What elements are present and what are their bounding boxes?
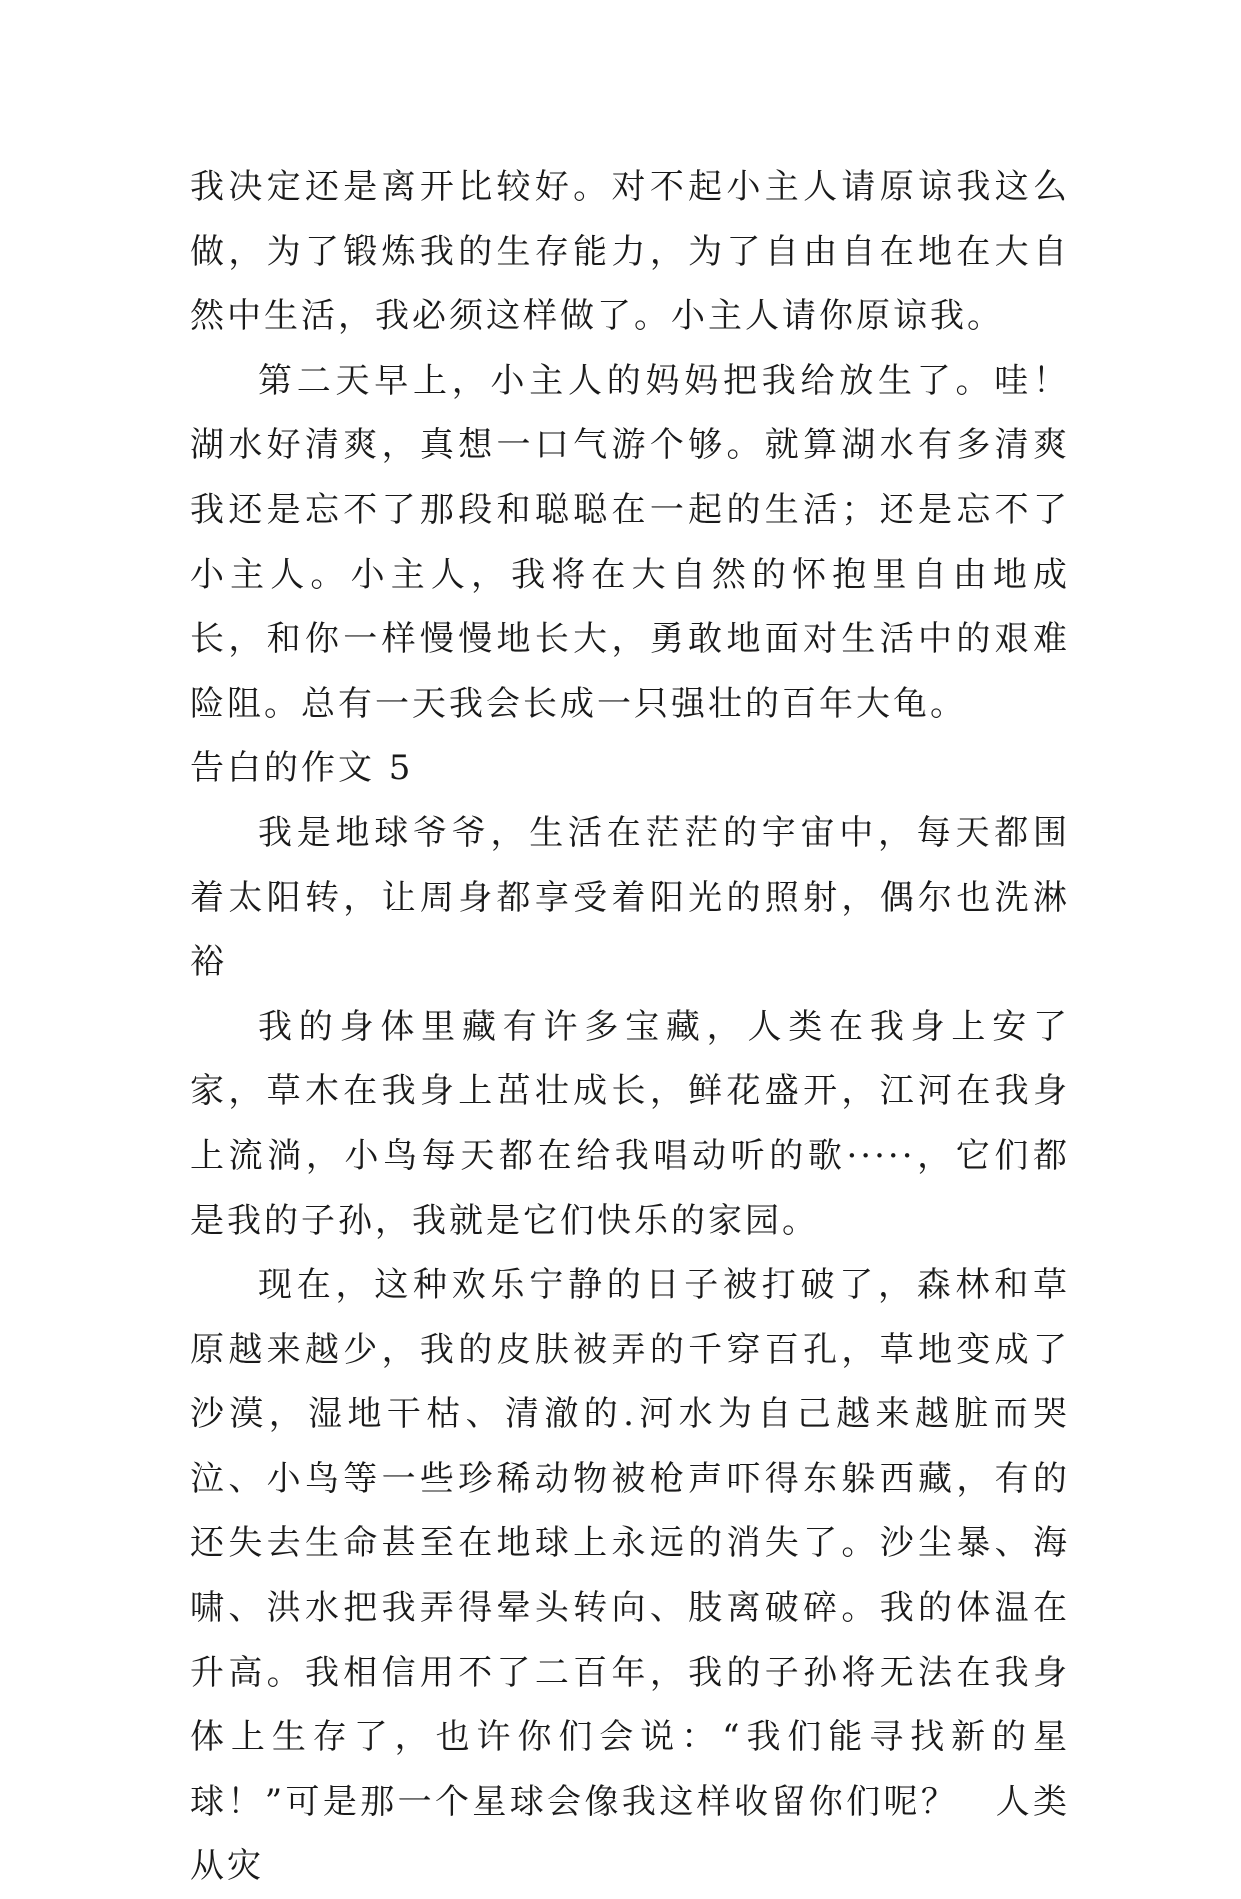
body-paragraph: 我决定还是离开比较好。对不起小主人请原谅我这么做，为了锻炼我的生存能力，为了自由自在地在大自然中生活，我必须这样做了。小主人请你原谅我。 [190, 167, 1070, 337]
body-paragraph: 我的身体里藏有许多宝藏，人类在我身上安了家，草木在我身上茁壮成长，鲜花盛开，江河在我身上流淌，小鸟每天都在给我唱动听的歌·····，它们都是我的子孙，我就是它们快乐的家园。 [190, 1006, 1070, 1241]
body-paragraph: 我是地球爷爷，生活在茫茫的宇宙中，每天都围着太阳转，让周身都享受着阳光的照射，偶尔也洗淋裕 [190, 812, 1070, 983]
body-paragraph: 第二天早上，小主人的妈妈把我给放生了。哇！湖水好清爽，真想一口气游个够。就算湖水有多清爽我还是忘不了那段和聪聪在一起的生活；还是忘不了小主人。小主人，我将在大自然的怀抱里自由地成长，和你一样慢慢地长大，勇敢地面对生活中的艰难险阻。总有一天我会长成一只强壮的百年大龟。 [190, 360, 1070, 724]
body-paragraph: 现在，这种欢乐宁静的日子被打破了，森林和草原越来越少，我的皮肤被弄的千穿百孔，草地变成了沙漠，湿地干枯、清澈的.河水为自己越来越脏而哭泣、小鸟等一些珍稀动物被枪声吓得东躲西藏，有的还失去生命甚至在地球上永远的消失了。沙尘暴、海啸、洪水把我弄得晕头转向、肢离破碎。我的体温在升高。我相信用不了二百年，我的子孙将无法在我身体上生存了，也许你们会说：“我们能寻找新的星球！”可是那一个星球会像我这样收留你们呢？ 人类从灾 [190, 1265, 1070, 1887]
document-body [190, 155, 1070, 1899]
section-heading: 告白的作文 5 [190, 748, 414, 789]
